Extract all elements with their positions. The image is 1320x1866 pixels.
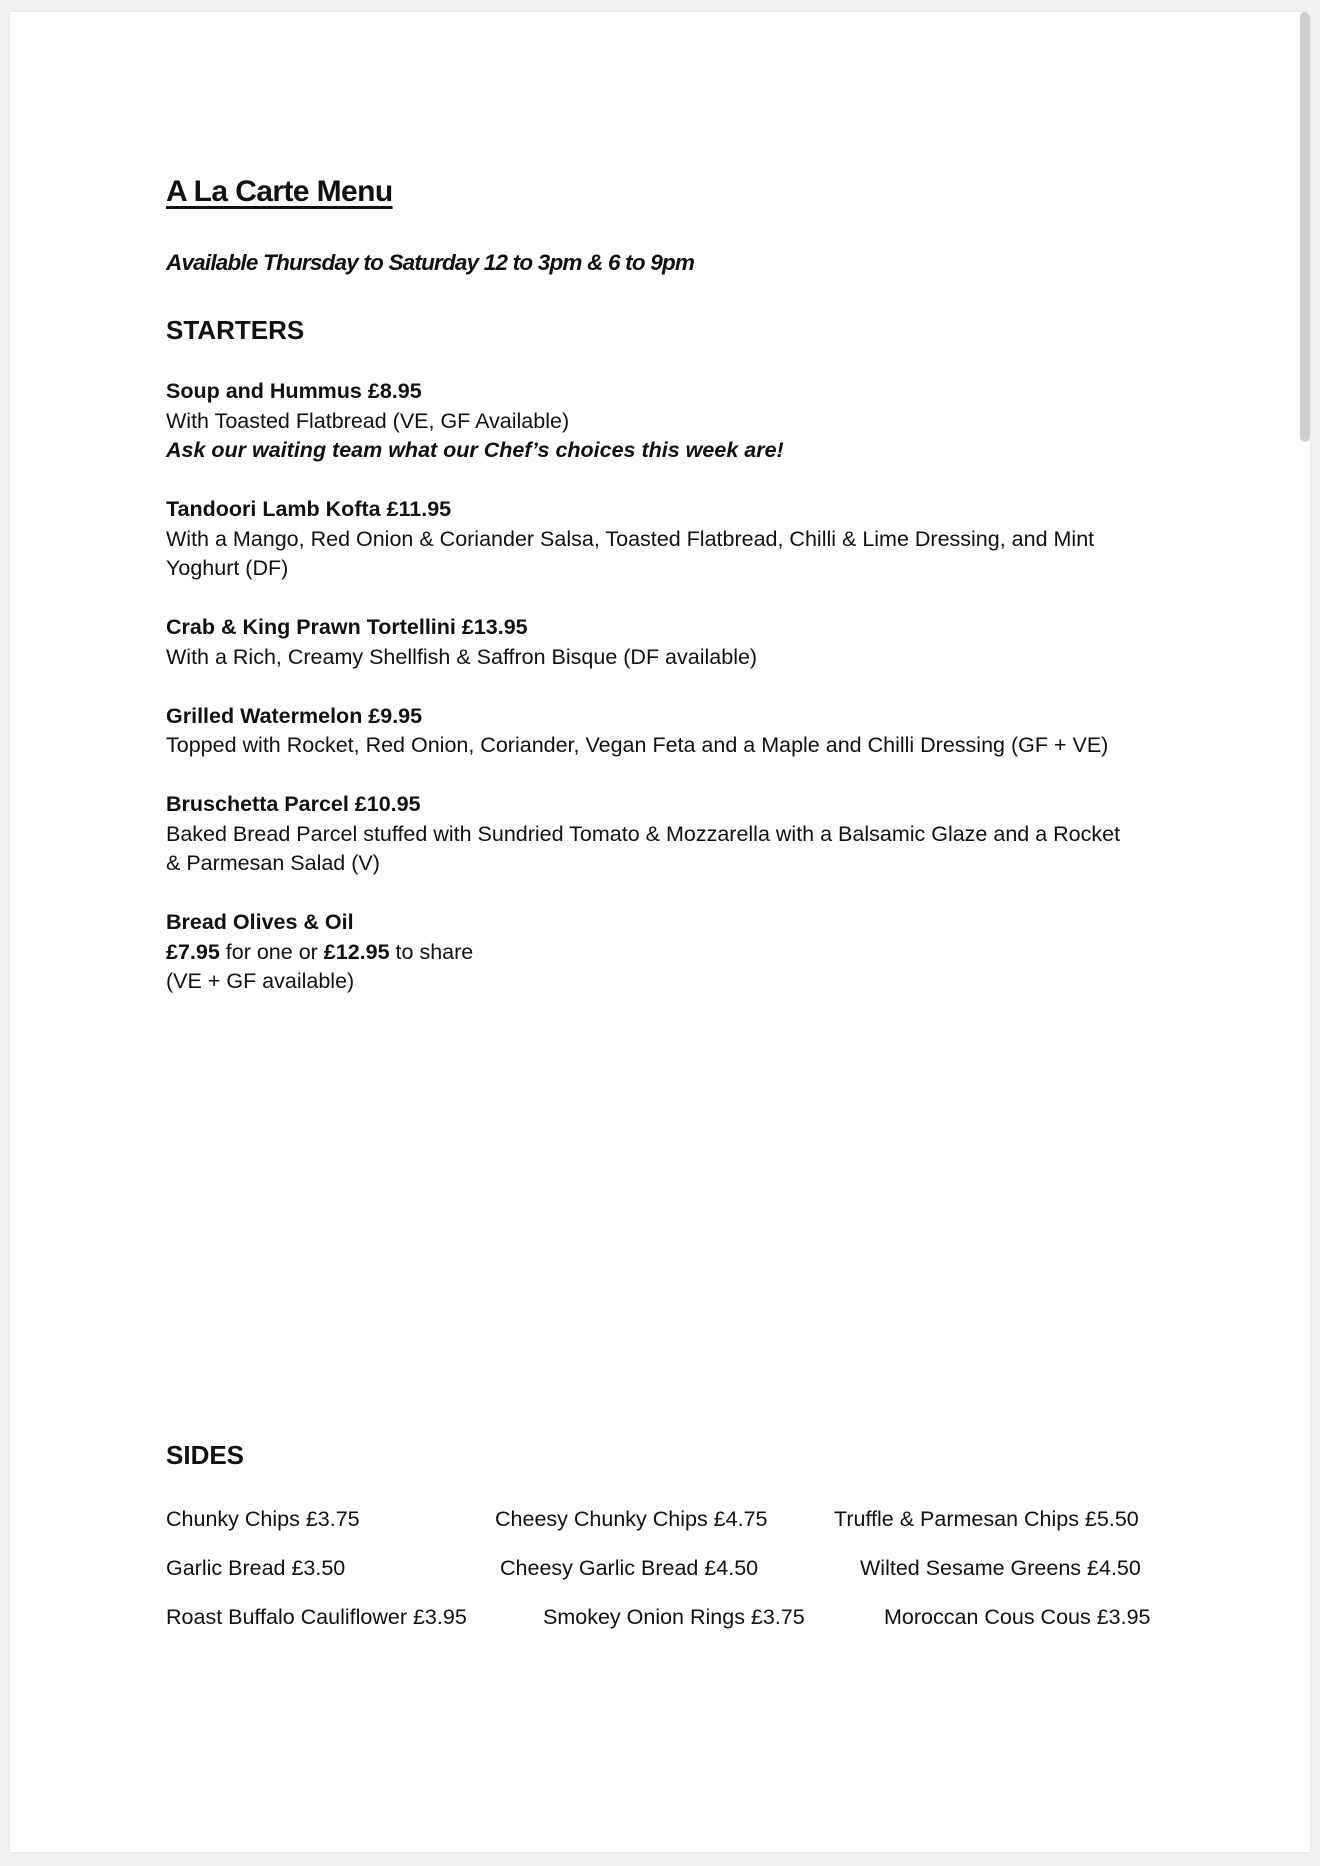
starter-item bbox=[166, 613, 1166, 672]
vertical-scrollbar[interactable] bbox=[1300, 12, 1310, 442]
price-one-text: for one or bbox=[219, 939, 324, 964]
menu-content bbox=[166, 170, 1166, 1026]
starter-description: Topped with Rocket, Red Onion, Coriander, Vegan Feta and a Maple and Chilli Dressing (GF + VE) bbox=[166, 733, 1109, 757]
starter-name: Bruschetta Parcel £10.95 bbox=[166, 792, 421, 816]
starter-note: Ask our waiting team what our Chef’s choices this week are! bbox=[166, 438, 784, 462]
starter-name: Tandoori Lamb Kofta £11.95 bbox=[166, 497, 452, 521]
price-line bbox=[166, 938, 1166, 968]
starter-description: With Toasted Flatbread (VE, GF Available) bbox=[166, 408, 570, 433]
side-item: Moroccan Cous Cous £3.95 bbox=[884, 1605, 1151, 1629]
price-share-text: to share bbox=[389, 939, 474, 964]
starter-item bbox=[166, 377, 1166, 466]
starter-item bbox=[166, 790, 1166, 879]
starter-description-line: With a Mango, Red Onion & Coriander Salsa, Toasted Flatbread, Chilli & Lime Dressing, and Mint bbox=[166, 526, 1095, 551]
side-item: Truffle & Parmesan Chips £5.50 bbox=[834, 1507, 1139, 1531]
starter-name: Bread Olives & Oil bbox=[166, 910, 354, 934]
starter-name: Soup and Hummus £8.95 bbox=[166, 379, 422, 403]
price-one: £7.95 bbox=[166, 939, 220, 964]
starter-item bbox=[166, 495, 1166, 584]
dietary-note: (VE + GF available) bbox=[166, 969, 355, 993]
starter-description-line: Baked Bread Parcel stuffed with Sundried Tomato & Mozzarella with a Balsamic Glaze and a Rocket bbox=[166, 821, 1121, 846]
side-item: Chunky Chips £3.75 bbox=[166, 1507, 360, 1531]
side-item: Smokey Onion Rings £3.75 bbox=[543, 1605, 805, 1629]
side-item: Garlic Bread £3.50 bbox=[166, 1556, 346, 1580]
starter-name: Grilled Watermelon £9.95 bbox=[166, 703, 423, 728]
starter-description-line: Yoghurt (DF) bbox=[166, 556, 289, 580]
starter-description-line: & Parmesan Salad (V) bbox=[166, 851, 380, 875]
starters-list bbox=[166, 377, 1166, 997]
availability-text: Available Thursday to Saturday 12 to 3pm & 6 to 9pm bbox=[166, 250, 695, 275]
side-item: Cheesy Garlic Bread £4.50 bbox=[500, 1556, 759, 1580]
sides-heading: SIDES bbox=[166, 1440, 245, 1470]
menu-title: A La Carte Menu bbox=[166, 175, 393, 208]
starters-heading: STARTERS bbox=[166, 315, 305, 345]
price-share: £12.95 bbox=[323, 939, 390, 964]
side-item: Roast Buffalo Cauliflower £3.95 bbox=[166, 1605, 467, 1629]
starter-item bbox=[166, 908, 1166, 997]
starter-name: Crab & King Prawn Tortellini £13.95 bbox=[166, 615, 528, 639]
starter-item bbox=[166, 702, 1166, 761]
side-item: Wilted Sesame Greens £4.50 bbox=[860, 1556, 1141, 1580]
starter-description: With a Rich, Creamy Shellfish & Saffron Bisque (DF available) bbox=[166, 644, 758, 669]
side-item: Cheesy Chunky Chips £4.75 bbox=[495, 1507, 768, 1531]
